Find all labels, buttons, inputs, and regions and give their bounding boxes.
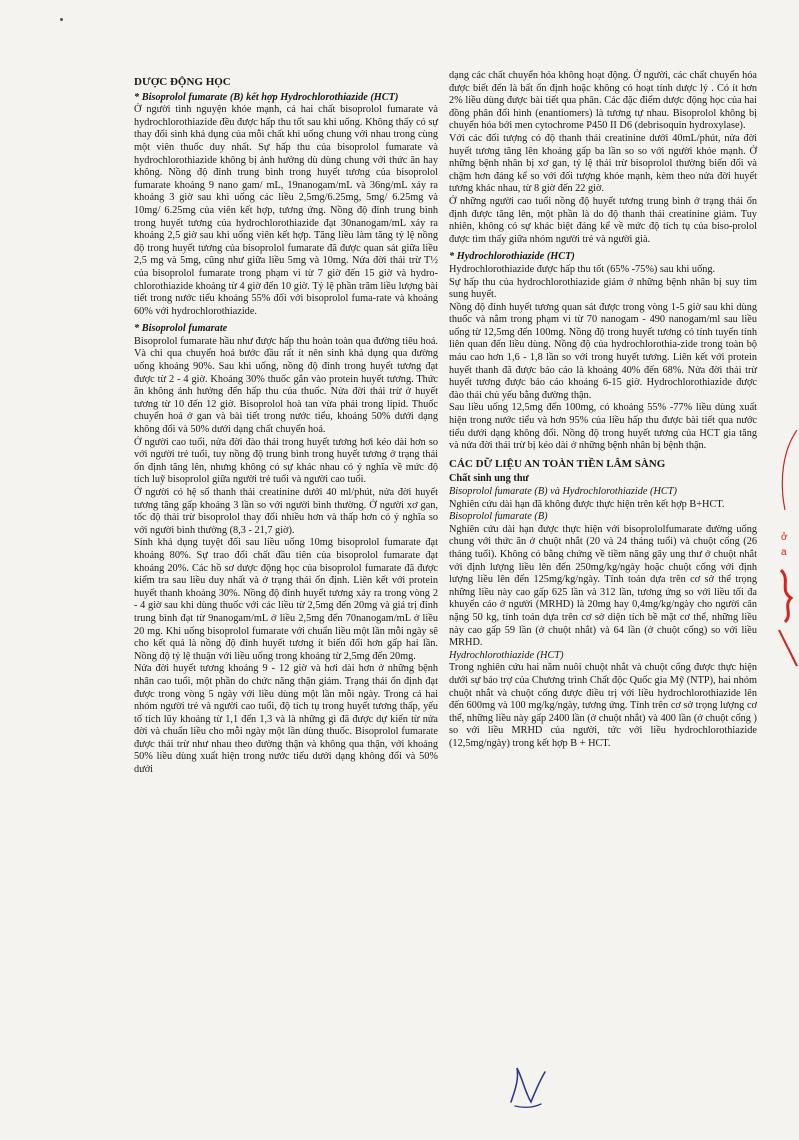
- subsection-title-carcinogenesis: Chất sinh ung thư: [449, 473, 529, 485]
- paragraph: Sau liều uống 12,5mg đến 100mg, có khoảng 55% -77% liều dùng xuất hiện trong nước tiểu và hơn 95% của liều hấp thu được bài tiết qua nước tiểu dưới dạng không đổi. Nồng độ trong huyết tương của HCT gia tăng và nửa đời thải trừ bị kéo dài ở những bệnh nhân bị bệnh thận.: [449, 402, 757, 452]
- paragraph: Nghiên cứu dài hạn đã không được thực hiện trên kết hợp B+HCT.: [449, 498, 725, 510]
- scan-speck: [60, 18, 63, 21]
- paragraph: Hydrochlorothiazide được hấp thu tốt (65% -75%) sau khi uống.: [449, 263, 716, 275]
- subsection-title-bisoprolol: * Bisoprolol fumarate: [134, 323, 228, 335]
- paragraph: Bisoprolol fumarate hầu như được hấp thu hoàn toàn qua đường tiêu hoá. Và chỉ qua chuyển hoá bước đầu rất ít nên sinh khả dụng qua đường uống khoảng 90%. Sau khi uống, nồng độ đỉnh trong huyết tương đạt được từ 2 - 4 giờ. Khoảng 30% thuốc gắn vào protein huyết tương. Thức ăn không ảnh hưởng đến hấp thu của thuốc. Nửa đời thải trừ ở huyết tương từ 10 đến 12 giờ. Bisoprolol hoà tan vừa phải trong lipid. Thuốc chuyển hoá ở gan và bài tiết trong nước tiểu, khoảng 50% dưới dạng không đổi và 50% dưới dạng chất chuyển hoá.: [134, 335, 438, 436]
- paragraph: Ở người tình nguyện khỏe mạnh, cả hai chất bisoprolol fumarate và hydrochlorothiazide đều được hấp thu tốt sau khi uống. Không thấy có sự thay đổi sinh khả dụng của mỗi chất khi uống chung với nhau trong cùng một viên thuốc duy nhất. Sự hấp thu của bisoprolol fumarate và hydrochlorothiazide không bị ảnh hưởng dù dùng chung với thức ăn hay không. Nồng độ đỉnh trung bình trong huyết tương của bisoprolol fumarate khoảng 9 nano gam/ mL, 19nanogam/mL và 36ng/mL xảy ra khoảng 3 giờ sau khi uống các liều 2,5mg/6.25mg, 5mg/ 6.25mg và 10mg/ 6.25mg của viên kết hợp, tương ứng. Nồng độ đỉnh trung bình trong huyết tương của hydrochlorothiazide đạt 30nanogam/mL xảy ra khoảng 2,5 giờ sau khi uống viên kết hợp. Tăng liều làm tăng tỷ lệ nồng độ trong huyết tương của bisoprolol fumarate đã được quan sát giữa liều 2,5 mg và 5mg, cũng như giữa liều 5mg và 10mg. Nửa đời thải trừ T½ của bisoprolol fumarate trong phạm vi từ 7 giờ đến 15 giờ và hydro-chlorothiazide khoảng từ 4 giờ đến 10 giờ. Tỷ lệ phần trăm liều lượng bài tiết trong nước tiểu khoảng 55% đối với bisoprolol fuma-rate và khoảng 60% với hydrochlorothiazide.: [134, 104, 438, 317]
- paragraph: Ở người có hệ số thanh thải creatinine dưới 40 ml/phút, nửa đời huyết tương tăng gấp khoảng 3 lần so với người bình thường. Ở người xơ gan, tốc độ thải trừ bisoprolol thay đổi nhiều hơn và thấp hơn có ý nghĩa so với người bình thường (8,3 - 21,7 giờ).: [134, 487, 438, 536]
- paragraph: Sinh khả dụng tuyệt đối sau liều uống 10mg bisoprolol fumarate đạt khoảng 80%. Sự trao đổi chất đầu tiên của bisoprolol fumarate đạt khoảng 20%. Các hồ sơ dược động học của bisoprolol fumarate đã được kiểm tra sau liều duy nhất và ở trạng thái ổn định. Liên kết với protein huyết thanh khoảng 30%. Nồng độ đỉnh huyết tương xảy ra trong vòng 2 - 4 giờ sau khi dùng thuốc với các liều từ 2,5mg đến 20mg và giá trị đỉnh trung bình đạt từ 9nanogam/mL ở liều 2,5mg đến 70nanogam/mL ở liều 20 mg. Khi uống bisoprolol fumarate với chuẩn liều một lần mỗi ngày sẽ cho kết quả là nồng độ đỉnh huyết tương ít biến đổi hơn gấp hai lần. Nồng độ tỷ lệ thuận với liều uống trong khoảng từ 2,5mg đến 20mg.: [134, 537, 438, 662]
- paragraph: Trong nghiên cứu hai năm nuôi chuột nhắt và chuột cống được thực hiện dưới sự bảo trợ của Chương trình Chất độc Quốc gia Mỹ (NTP), hai nhóm chuột nhắt và chuột cống được điều trị với liều hydrochlorothiazide lên đến 600mg và 100 mg/kg/ngày, tương ứng. Tính trên cơ sở trọng lượng cơ thể, những liều này gấp 2400 lần (ở chuột nhắt) và 400 lần (ở chuột cống ) so với liều MRHD của người, tức với liều hydrochlorothiazide (12,5mg/ngày) trong kết hợp B + HCT.: [449, 662, 757, 749]
- paragraph: Nửa đời huyết tương khoảng 9 - 12 giờ và hơi dài hơn ở những bệnh nhân cao tuổi, một phần do chức năng thận giảm. Trạng thái ổn định đạt được trong vòng 5 ngày với liều dùng một lần mỗi ngày. Trong cả hai nhóm người trẻ và người cao tuổi, độ tích tụ trong huyết tương thấp, yếu tố tích lũy khoảng từ 1,1 đến 1,3 và là những gì đã được dự kiến từ nửa đời và chuẩn liều cho mỗi ngày một lần dùng thuốc. Bisoprolol fumarate được thải trừ như nhau theo đường thận và không qua thận, với khoảng 50% liều dùng xuất hiện trong nước tiểu dưới dạng không đổi và 50% dưới: [134, 663, 438, 776]
- right-column: [449, 70, 757, 750]
- paragraph: dạng các chất chuyển hóa không hoạt động. Ở người, các chất chuyển hóa được biết đến là bất ổn định hoặc không có hoạt tính dược lý . Có ít hơn 2% liều dùng được bài tiết qua phân. Các đặc điểm dược động học của hai đồng phân đối hình (enantiomers) là tương tự nhau. Bisoprolol không bị chuyển hóa bởi men cytochrome P450 II D6 (debrisoquin hydroxylase).: [449, 70, 757, 132]
- subsection-title-hct: * Hydrochlorothiazide (HCT): [449, 251, 575, 263]
- paragraph: Sự hấp thu của hydrochlorothiazide giảm ở những bệnh nhân bị suy tim sung huyết.: [449, 276, 757, 301]
- paragraph: Ở người cao tuổi, nửa đời đào thải trong huyết tương hơi kéo dài hơn so với người trẻ tuổi, tuy nồng độ trung bình trong huyết tương ở trạng thái ổn định tăng lên, nhưng không có sự khác nhau có ý nghĩa về mức độ tích luỹ bisoprolol giữa người trẻ tuổi và người cao tuổi.: [134, 436, 438, 486]
- svg-text:ở: ở: [781, 532, 788, 543]
- paragraph: Nghiên cứu dài hạn được thực hiện với bisoprololfumarate đường uống chung với thức ăn ở chuột nhắt (20 và 24 tháng tuổi) và chuột cống (26 tháng tuổi). Không có bằng chứng về tiềm năng gây ung thư ở chuột nhắt với định lượng liều lên đến 250mg/kg/ngày hoặc chuột cống với định lượng liều lên đến 125mg/kg/ngày. Tính toán dựa trên cơ sở thể trọng những liều này cao gấp 625 lần và 312 lần, tương ứng so với liều tối đa khuyến cáo ở người (MRHD) là 20mg hay 0,4mg/kg/ngày cho người cân nặng 50 kg, tính toán dựa trên cơ sở diện tích bề mặt cơ thể, những liều này cao gấp 59 lần (ở chuột nhắt) và 64 lần (ở chuột cống) so với liều MRHD.: [449, 523, 757, 649]
- subsection-title-combination: * Bisoprolol fumarate (B) kết hợp Hydrochlorothiazide (HCT): [134, 91, 399, 103]
- handwritten-signature: [505, 1062, 551, 1114]
- left-column: [134, 76, 438, 777]
- paragraph: Nồng độ đỉnh huyết tương quan sát được trong vòng 1-5 giờ sau khi dùng thuốc và nằm trong phạm vi từ 70 nanogam - 490 nanogam/ml sau liều uống từ 12,5mg đến 100mg. Nồng độ trong huyết tương có tính tuyến tính liên quan đến liều dùng. Nồng độ của hydrochlorothia-zide trong toàn bộ máu cao hơn 1,6 - 1,8 lần so với trong huyết tương. Liên kết với protein huyết thanh đã được báo cáo là khoảng 40% đến 68%. Nửa đời thải trừ huyết tương được báo cáo khoảng 6-15 giờ. Hydrochlorothiazide được đào thải chủ yếu bằng đường thận.: [449, 301, 757, 401]
- item-title-combination: Bisoprolol fumarate (B) và Hydrochlorothiazide (HCT): [449, 486, 677, 497]
- item-title-bisoprolol: Bisoprolol fumarate (B): [449, 511, 548, 523]
- svg-text:a: a: [781, 547, 787, 558]
- item-title-hct: Hydrochlorothiazide (HCT): [449, 649, 564, 661]
- section-heading-pharmacokinetics: DƯỢC ĐỘNG HỌC: [134, 76, 231, 88]
- section-heading-preclinical: CÁC DỮ LIỆU AN TOÀN TIỀN LÂM SÀNG: [449, 457, 666, 470]
- paragraph: Với các đối tượng có độ thanh thải creatinine dưới 40mL/phút, nửa đời huyết tương tăng lên khoảng gấp ba lần so so với người khỏe mạnh. Ở những bệnh nhân bị xơ gan, tỷ lệ thải trừ bisoprolol thường biến đổi và chậm hơn đáng kể so với đối tượng khỏe mạnh, kèm theo nửa đời huyết tương khác nhau, từ 8 giờ đến 22 giờ.: [449, 132, 757, 195]
- red-stamp-fragment: [775, 430, 799, 670]
- paragraph: Ở những người cao tuổi nồng độ huyết tương trung bình ở trạng thái ổn định được tăng lên, một phần là do độ thanh thải creatinine giảm. Tuy nhiên, không có sự khác biệt đáng kể về mức độ tích tụ của biso-prolol được tìm thấy giữa nhóm người trẻ và người già.: [449, 195, 757, 245]
